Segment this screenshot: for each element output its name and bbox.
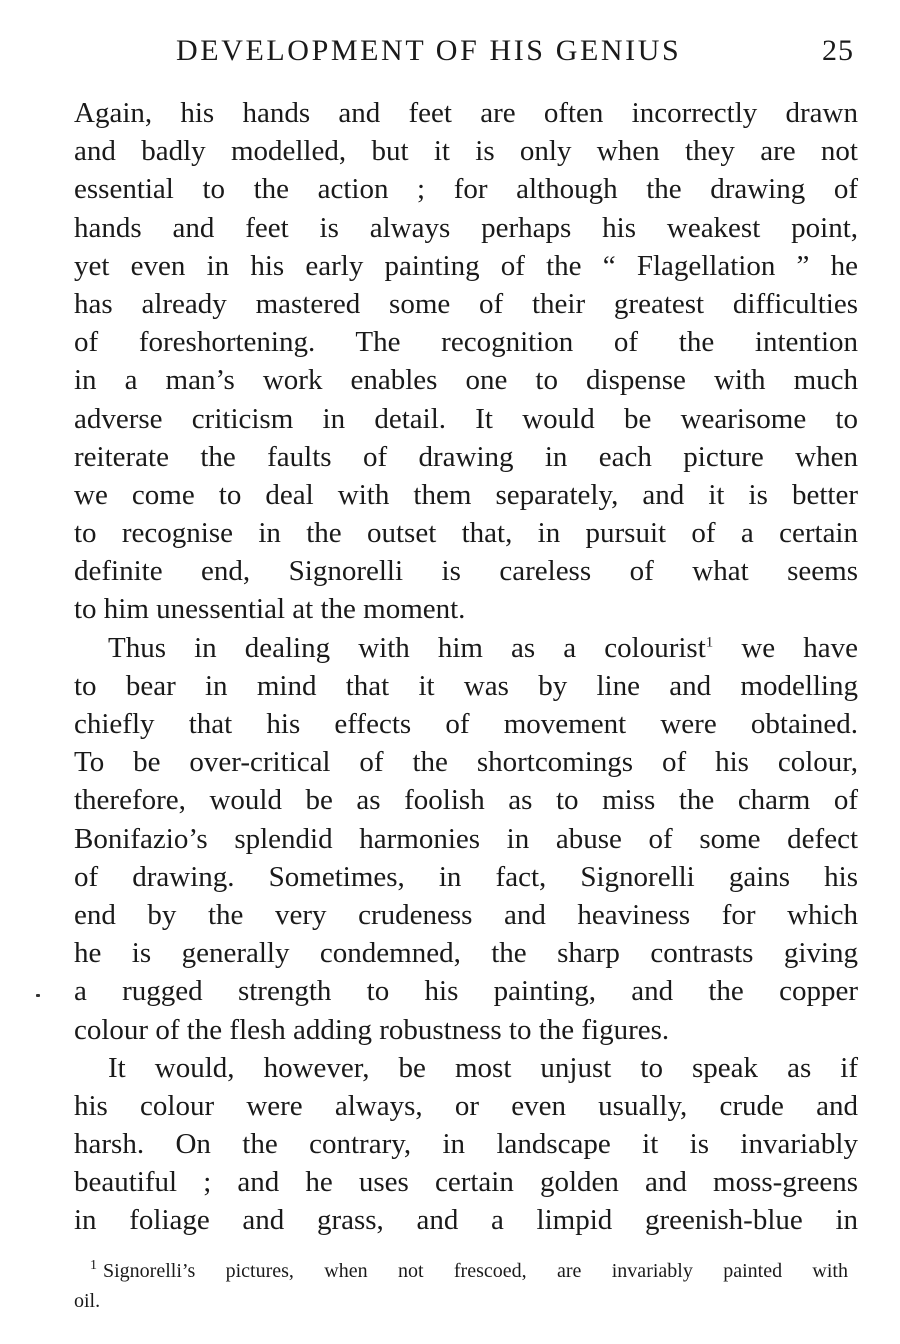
text-line: beautiful ; and he uses certain golden and moss-greens	[74, 1166, 858, 1199]
text-line: has already mastered some of their greatest difficulties	[74, 287, 858, 320]
text-line: chiefly that his effects of movement were obtained.	[74, 708, 858, 740]
footnote-line: oil.	[74, 1290, 101, 1312]
text-line: of drawing. Sometimes, in fact, Signorelli gains his	[74, 860, 858, 893]
text-line: of foreshortening. The recognition of the intention	[74, 326, 858, 359]
text-line: in foliage and grass, and a limpid greenish-blue in	[74, 1204, 858, 1237]
text-line: a rugged strength to his painting, and the copper	[74, 975, 858, 1008]
text-line	[74, 629, 858, 667]
text-line: he is generally condemned, the sharp contrasts giving	[74, 937, 858, 970]
text-line: therefore, would be as foolish as to miss the charm of	[74, 784, 858, 817]
text-line: hands and feet is always perhaps his weakest point,	[74, 211, 858, 244]
text-line: Again, his hands and feet are often incorrectly drawn	[74, 97, 858, 129]
body-text	[74, 94, 858, 1240]
text-line: definite end, Signorelli is careless of what seems	[74, 555, 858, 588]
margin-mark	[36, 994, 40, 997]
text-line: adverse criticism in detail. It would be wearisome to	[74, 402, 858, 435]
text-line: To be over-critical of the shortcomings of his colour,	[74, 746, 858, 779]
footnote-marker: 1	[90, 1258, 97, 1274]
footnote	[74, 1256, 848, 1316]
text-line: end by the very crudeness and heaviness for which	[74, 898, 858, 931]
text-line: colour of the flesh adding robustness to the figures.	[74, 1013, 670, 1046]
text-line: reiterate the faults of drawing in each picture when	[74, 440, 858, 473]
text-line: It would, however, be most unjust to speak as if	[108, 1051, 858, 1084]
text-line: harsh. On the contrary, in landscape it is invariably	[74, 1128, 858, 1161]
footnote-text: Signorelli’s pictures, when not frescoed, are invariably painted with	[103, 1260, 848, 1282]
paragraph-3	[74, 1049, 858, 1240]
paragraph-1	[74, 94, 858, 629]
text-segment: Thus in dealing with him as a colourist	[108, 631, 706, 664]
text-line: in a man’s work enables one to dispense with much	[74, 364, 858, 397]
text-line: to bear in mind that it was by line and modelling	[74, 669, 858, 702]
text-line: to him unessential at the moment.	[74, 593, 466, 626]
footnote-line	[74, 1256, 848, 1286]
text-line: essential to the action ; for although the drawing of	[74, 173, 858, 206]
text-line: yet even in his early painting of the “ Flagellation ” he	[74, 249, 858, 282]
running-head	[0, 28, 900, 74]
text-line: and badly modelled, but it is only when they are not	[74, 135, 858, 168]
footnote-reference: 1	[705, 633, 714, 650]
text-line: his colour were always, or even usually, crude and	[74, 1089, 858, 1122]
text-line: Bonifazio’s splendid harmonies in abuse of some defect	[74, 822, 858, 855]
page-number: 25	[822, 34, 854, 67]
text-line: we come to deal with them separately, and it is better	[74, 478, 858, 511]
text-line: to recognise in the outset that, in pursuit of a certain	[74, 517, 858, 550]
text-segment: we have	[713, 631, 858, 664]
paragraph-2	[74, 629, 858, 1049]
running-title: DEVELOPMENT OF HIS GENIUS	[176, 34, 682, 67]
